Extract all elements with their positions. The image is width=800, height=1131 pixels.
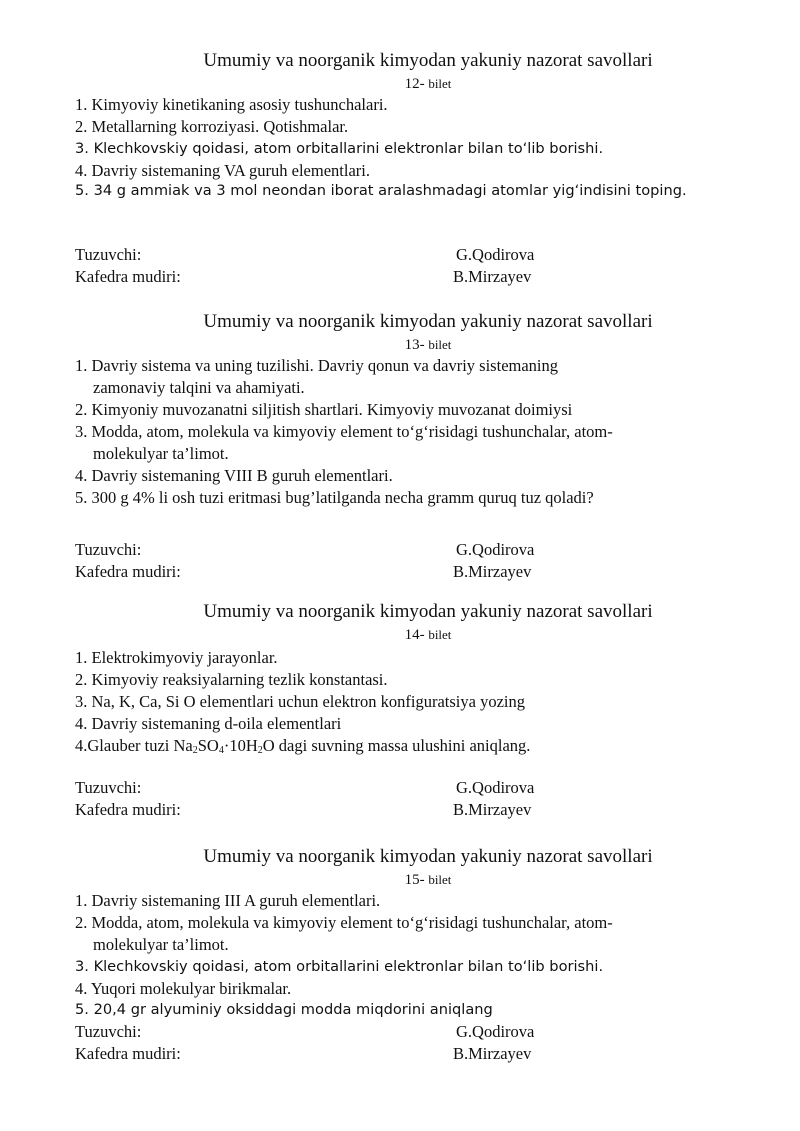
question-item-formula xyxy=(75,735,735,757)
ticket-14-number xyxy=(0,626,800,644)
composer-label: Tuzuvchi: xyxy=(75,540,142,559)
bilet-label: bilet xyxy=(428,872,452,887)
ticket-15-number xyxy=(0,871,800,889)
head-name: B.Mirzayev xyxy=(453,267,532,286)
ticket-12-number xyxy=(0,75,800,93)
question-item: 2. Metallarning korroziyasi. Qotishmalar. xyxy=(75,117,349,136)
question-item: 3. Klechkovskiy qoidasi, atom orbitallarini elektronlar bilan to‘lib borishi. xyxy=(75,140,604,157)
composer-label: Tuzuvchi: xyxy=(75,1022,142,1041)
ticket-number: 15- xyxy=(404,872,425,888)
question-item: 4. Davriy sistemaning VA guruh elementlari. xyxy=(75,161,370,180)
ticket-12-title: Umumiy va noorganik kimyodan yakuniy nazorat savollari xyxy=(203,50,653,71)
question-continuation: molekulyar ta’limot. xyxy=(93,935,229,954)
composer-name: G.Qodirova xyxy=(456,540,535,559)
bilet-label: bilet xyxy=(428,76,452,91)
formula-prefix: 4.Glauber tuzi Na xyxy=(75,736,193,755)
question-item: 4. Davriy sistemaning d-oila elementlari xyxy=(75,714,342,733)
question-item: 1. Kimyoviy kinetikaning asosiy tushunchalari. xyxy=(75,95,388,114)
question-item: 1. Elektrokimyoviy jarayonlar. xyxy=(75,648,278,667)
question-item: 5. 300 g 4% li osh tuzi eritmasi bug’latilganda necha gramm quruq tuz qoladi? xyxy=(75,488,594,507)
composer-name: G.Qodirova xyxy=(456,1022,535,1041)
question-item: 3. Klechkovskiy qoidasi, atom orbitallarini elektronlar bilan to‘lib borishi. xyxy=(75,958,604,975)
question-item: 3. Modda, atom, molekula va kimyoviy element to‘g‘risidagi tushunchalar, atom- xyxy=(75,422,613,441)
question-item: 1. Davriy sistemaning III A guruh elementlari. xyxy=(75,891,381,910)
ticket-number: 13- xyxy=(404,337,425,353)
formula-subscript: 2 xyxy=(257,745,263,756)
head-label: Kafedra mudiri: xyxy=(75,800,181,819)
question-item: 5. 20,4 gr alyuminiy oksiddagi modda miqdorini aniqlang xyxy=(75,1001,493,1018)
ticket-13-number xyxy=(0,336,800,354)
question-item: 5. 34 g ammiak va 3 mol neondan iborat aralashmadagi atomlar yig‘indisini toping. xyxy=(75,182,687,199)
question-item: 2. Kimyoviy reaksiyalarning tezlik konstantasi. xyxy=(75,670,388,689)
formula-subscript: 4 xyxy=(218,745,224,756)
question-item: 2. Kimyoniy muvozanatni siljitish shartlari. Kimyoviy muvozanat doimiysi xyxy=(75,400,573,419)
question-item: 4. Davriy sistemaning VIII B guruh elementlari. xyxy=(75,466,393,485)
question-continuation: zamonaviy talqini va ahamiyati. xyxy=(93,378,305,397)
question-item: 4. Yuqori molekulyar birikmalar. xyxy=(75,979,292,998)
question-continuation: molekulyar ta’limot. xyxy=(93,444,229,463)
ticket-14-title: Umumiy va noorganik kimyodan yakuniy nazorat savollari xyxy=(203,601,653,622)
bilet-label: bilet xyxy=(428,337,452,352)
ticket-15-title: Umumiy va noorganik kimyodan yakuniy nazorat savollari xyxy=(203,846,653,867)
bilet-label: bilet xyxy=(428,627,452,642)
question-item: 3. Na, K, Ca, Si O elementlari uchun elektron konfiguratsiya yozing xyxy=(75,692,525,711)
composer-name: G.Qodirova xyxy=(456,778,535,797)
formula-part: ·10H xyxy=(223,736,258,755)
head-name: B.Mirzayev xyxy=(453,1044,532,1063)
formula-suffix: O dagi suvning massa ulushini aniqlang. xyxy=(262,736,531,755)
composer-label: Tuzuvchi: xyxy=(75,245,142,264)
ticket-number: 14- xyxy=(404,627,425,643)
head-label: Kafedra mudiri: xyxy=(75,267,181,286)
head-name: B.Mirzayev xyxy=(453,562,532,581)
head-name: B.Mirzayev xyxy=(453,800,532,819)
formula-part: SO xyxy=(197,736,219,755)
head-label: Kafedra mudiri: xyxy=(75,1044,181,1063)
formula-subscript: 2 xyxy=(192,745,198,756)
ticket-number: 12- xyxy=(404,76,425,92)
head-label: Kafedra mudiri: xyxy=(75,562,181,581)
composer-label: Tuzuvchi: xyxy=(75,778,142,797)
question-item: 1. Davriy sistema va uning tuzilishi. Davriy qonun va davriy sistemaning xyxy=(75,356,559,375)
composer-name: G.Qodirova xyxy=(456,245,535,264)
ticket-13-title: Umumiy va noorganik kimyodan yakuniy nazorat savollari xyxy=(203,311,653,332)
question-item: 2. Modda, atom, molekula va kimyoviy element to‘g‘risidagi tushunchalar, atom- xyxy=(75,913,613,932)
